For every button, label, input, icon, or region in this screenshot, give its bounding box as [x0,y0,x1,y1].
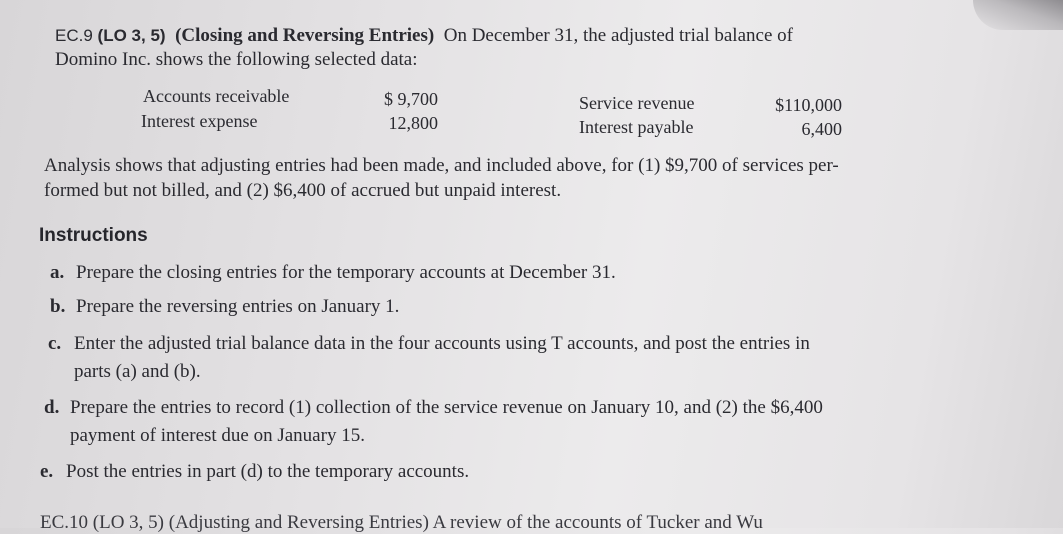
analysis-line2: formed but not billed, and (2) $6,400 of accrued but unpaid interest. [44,180,562,201]
analysis-line1: Analysis shows that adjusting entries had been made, and included above, for (1) $9,700 of services per- [44,155,839,176]
tb-amount-service-revenue: $110,000 [775,95,842,115]
tb-account-service-revenue: Service revenue [579,93,695,113]
instruction-text: Prepare the entries to record (1) collection of the service revenue on January 10, and (2) the $6,400 [70,397,823,418]
exercise-title: (Closing and Reversing Entries) [175,25,435,46]
photo-glare [973,0,1063,30]
exercise-lo: (LO 3, 5) [97,26,166,45]
instruction-letter: e. [40,461,54,482]
instruction-letter: b. [50,296,66,317]
instruction-text: Prepare the closing entries for the temporary accounts at December 31. [76,262,616,283]
instruction-d [44,397,823,419]
exercise-id: EC.9 [55,26,93,45]
instruction-c [48,333,810,355]
instruction-d-line2: payment of interest due on January 15. [70,425,365,446]
instruction-letter: a. [50,262,65,283]
tb-account-accounts-receivable: Accounts receivable [143,86,290,106]
instruction-text: Enter the adjusted trial balance data in the four accounts using T accounts, and post the entries in [74,333,810,354]
instruction-a [50,262,616,284]
tb-account-interest-expense: Interest expense [141,111,258,131]
instruction-b [50,296,399,318]
exercise-intro-line1: On December 31, the adjusted trial balance of [443,25,793,46]
instruction-c-line2: parts (a) and (b). [74,361,201,382]
instruction-e [40,461,469,483]
tb-amount-interest-payable: 6,400 [801,119,842,139]
tb-amount-interest-expense: 12,800 [388,113,438,133]
instruction-letter: c. [48,333,62,354]
tb-amount-accounts-receivable: $ 9,700 [384,89,438,109]
instruction-text: Prepare the reversing entries on January 1. [76,296,400,317]
exercise-heading [55,25,793,47]
instruction-text: Post the entries in part (d) to the temporary accounts. [66,461,470,482]
tb-account-interest-payable: Interest payable [579,117,694,137]
next-exercise-partial: EC.10 (LO 3, 5) (Adjusting and Reversing Entries) A review of the accounts of Tucker and Wu [40,512,763,533]
exercise-intro-line2: Domino Inc. shows the following selected data: [55,49,418,70]
instruction-letter: d. [44,397,60,418]
instructions-heading: Instructions [39,225,148,246]
